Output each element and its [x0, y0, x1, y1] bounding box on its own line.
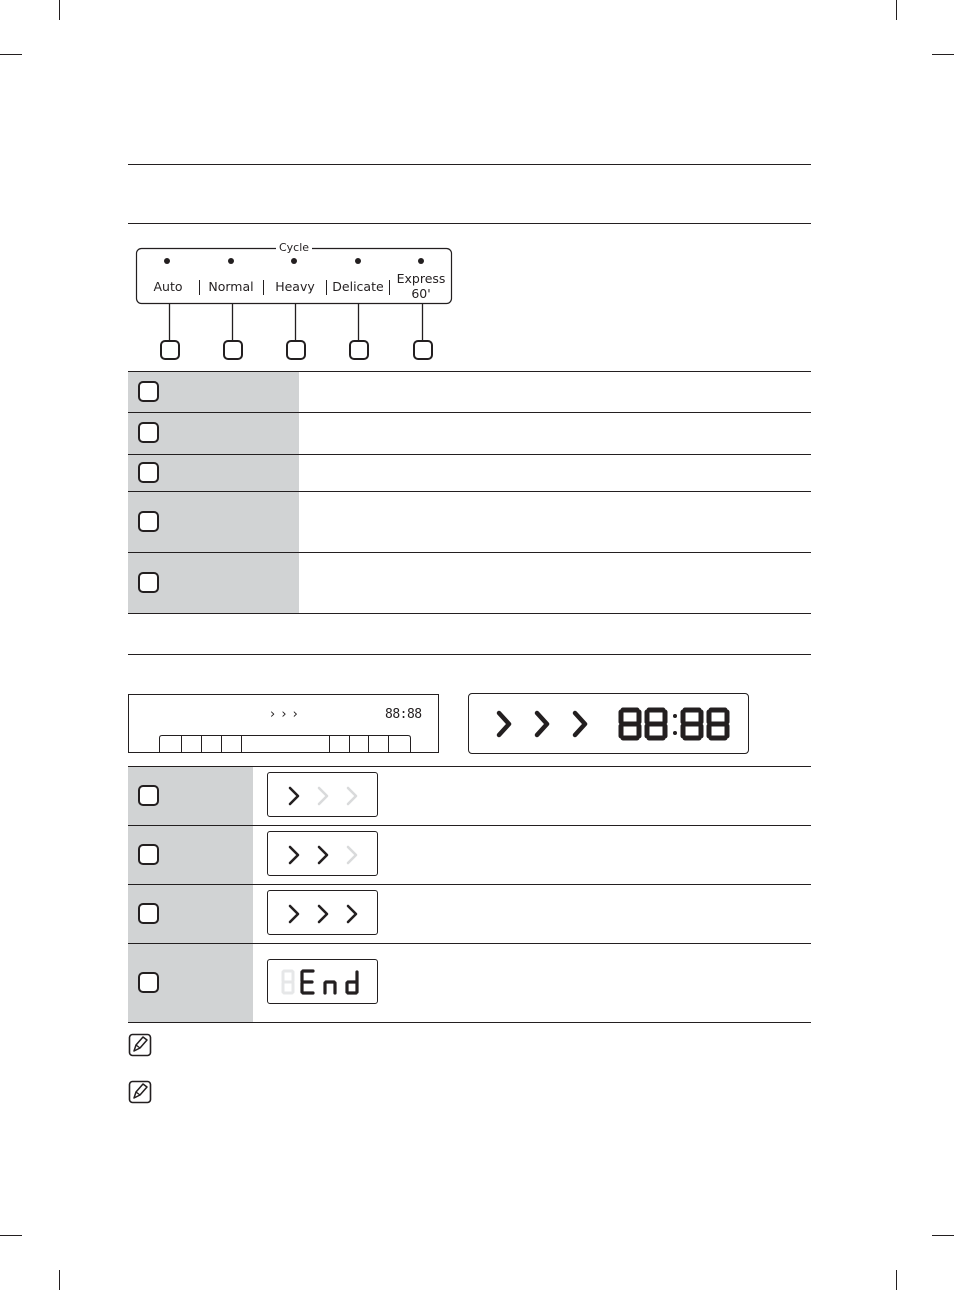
- control-panel-illustration: [128, 694, 439, 753]
- table-row-number-box: [138, 511, 159, 532]
- table-rule: [128, 884, 811, 885]
- progress-display-3: [267, 890, 378, 935]
- chevron-right-icon: [319, 847, 327, 863]
- callout-number-box: [160, 340, 180, 360]
- small-progress-arrows: › › ›: [270, 707, 299, 722]
- chevron-right-icon: [319, 906, 327, 922]
- table-rule: [128, 825, 811, 826]
- table-row-number-box: [138, 785, 159, 806]
- crop-mark: [896, 1270, 897, 1290]
- table-rule: [128, 412, 811, 413]
- auto-indicator-dot: [164, 258, 170, 264]
- callout-number-box: [349, 340, 369, 360]
- chevron-right-icon: [290, 906, 298, 922]
- seven-segment-digit: [709, 710, 727, 738]
- note-pencil-icon: [128, 1080, 152, 1104]
- button-strip: [159, 735, 411, 753]
- chevron-right-icon: [537, 713, 547, 735]
- cycle-button-delicate[interactable]: Delicate: [332, 279, 384, 294]
- chevron-right-icon: [319, 788, 327, 804]
- table-row-number-box: [138, 462, 159, 483]
- small-time-readout: 88:88: [385, 707, 422, 722]
- seven-segment-digit: [647, 710, 665, 738]
- seven-segment-digit: [621, 710, 639, 738]
- cycle-group-label: Cycle: [278, 241, 310, 254]
- table-row-number-box: [138, 381, 159, 402]
- crop-mark: [0, 1235, 22, 1236]
- heavy-indicator-dot: [291, 258, 297, 264]
- seven-segment-digit: [683, 710, 701, 738]
- section-rule: [128, 654, 811, 655]
- table-rule: [128, 766, 811, 767]
- cycle-button-auto[interactable]: Auto: [153, 279, 183, 294]
- chevron-right-icon: [499, 713, 509, 735]
- table-rule: [128, 454, 811, 455]
- table-rule: [128, 552, 811, 553]
- callout-number-box: [413, 340, 433, 360]
- cycle-button-express-sublabel: 60': [411, 286, 431, 301]
- table-row-number-box: [138, 572, 159, 593]
- callout-number-box: [286, 340, 306, 360]
- table-row-number-box: [138, 422, 159, 443]
- cycle-button-normal[interactable]: Normal: [208, 279, 254, 294]
- table-row-number-box: [138, 844, 159, 865]
- progress-display-2: [267, 831, 378, 876]
- chevron-right-icon: [348, 847, 356, 863]
- chevron-right-icon: [290, 788, 298, 804]
- normal-indicator-dot: [228, 258, 234, 264]
- table-row-number-box: [138, 903, 159, 924]
- cycle-panel-diagram: [0, 0, 954, 370]
- callout-number-box: [223, 340, 243, 360]
- table-rule: [128, 1022, 811, 1023]
- chevron-right-icon: [290, 847, 298, 863]
- chevron-right-icon: [575, 713, 585, 735]
- table-row-number-box: [138, 972, 159, 993]
- large-display-illustration: [468, 693, 749, 754]
- delicate-indicator-dot: [355, 258, 361, 264]
- table-rule: [128, 371, 811, 372]
- note-pencil-icon: [128, 1033, 152, 1057]
- table-rule: [128, 943, 811, 944]
- table-rule: [128, 613, 811, 614]
- crop-mark: [932, 1235, 954, 1236]
- progress-display-end: [267, 959, 378, 1004]
- large-display-graphic: [469, 694, 750, 755]
- chevron-right-icon: [348, 788, 356, 804]
- cycle-button-express[interactable]: Express: [396, 271, 446, 286]
- table-rule: [128, 491, 811, 492]
- chevron-right-icon: [348, 906, 356, 922]
- crop-mark: [59, 1270, 60, 1290]
- cycle-button-heavy[interactable]: Heavy: [275, 279, 315, 294]
- end-readout-graphic: [268, 960, 379, 1005]
- express-indicator-dot: [418, 258, 424, 264]
- progress-display-1: [267, 772, 378, 817]
